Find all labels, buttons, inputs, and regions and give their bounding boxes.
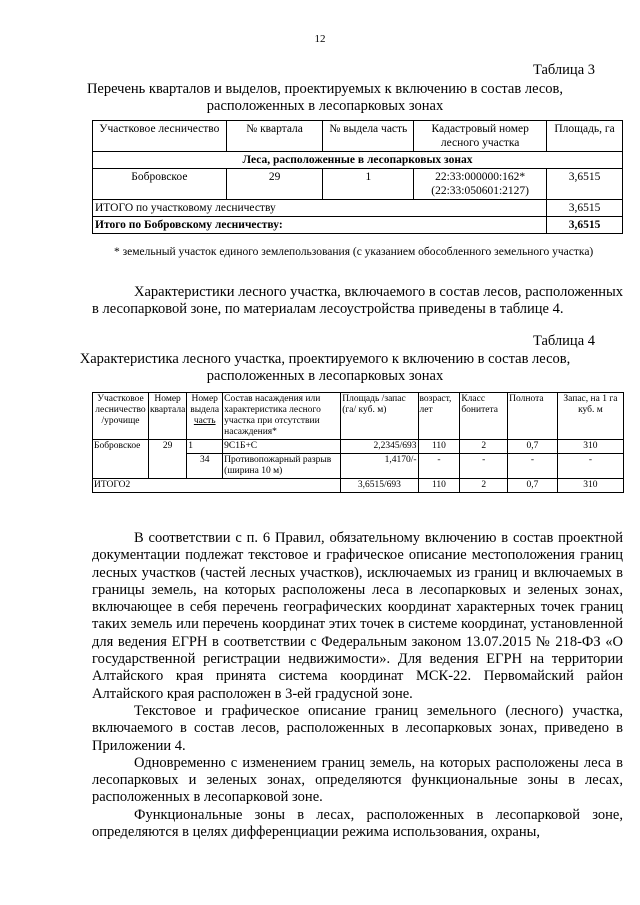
body-paragraph: Текстовое и графическое описание границ земельного (лесного) участка, включаемого в состав лесов, расположенных в лесопарковых зонах, приведено в Приложении 4. (92, 702, 623, 754)
table4-header-bonitet: Класс бонитета (460, 393, 508, 440)
table4-header-section-label: Номер выдела (190, 394, 220, 415)
page-number: 12 (314, 33, 326, 45)
table3-header: № квартала (226, 121, 323, 152)
table4-cell-stock: - (557, 454, 623, 479)
table4-cell-bonitet: 2 (460, 440, 508, 454)
table3-cell-forestry: Бобровское (93, 169, 227, 200)
table4-caption: Таблица 4 (532, 333, 595, 349)
table4-cell-composition: 9С1Б+С (223, 440, 341, 454)
table4-total-label: ИТОГО2 (93, 479, 341, 493)
body-paragraph: В соответствии с п. 6 Правил, обязательному включению в состав проектной документации подлежат текстовое и графическое описание местоположения границ лесных участков (частей лесных участков), исключаемых из границ и включаемых в границы земель, на которых расположены леса в лесопарковых и зеленых зонах, включающее в себя перечень географических координат характерных точек границ таких земель или перечень координат этих точек в системе координат, установленной для ведения ЕГРН в соответствии с Федеральным законом 13.07.2015 № 218-ФЗ «О государственной регистрации недвижимости». Для ведения ЕГРН на территории Алтайского края принята система координат МСК-22. Первомайский район Алтайского края расположен в 3-ей градусной зоне. (92, 530, 623, 702)
body-paragraph: Одновременно с изменением границ земель, на которых расположены леса в лесопарковых и зеленых зонах, определяются функциональные зоны в лесах, расположенных в лесопарковой зоне. (92, 754, 623, 806)
body-paragraph: Функциональные зоны в лесах, расположенных в лесопарковой зоне, определяются в целях дифференциации режима использования, охраны, (92, 806, 623, 841)
table4-cell-density: 0,7 (508, 440, 558, 454)
table4-cell-age: - (418, 454, 460, 479)
table4-total-area: 3,6515/693 (341, 479, 418, 493)
table3-footnote: * земельный участок единого землепользования (с указанием обособленного земельного участка) (114, 246, 594, 258)
table3-cell-quarter: 29 (226, 169, 323, 200)
intro-text: Характеристики лесного участка, включаемого в состав лесов, расположенных в лесопарковой зоне, по материалам лесоустройства приведены в таблице 4. (92, 284, 623, 318)
table3-local-total-value: 3,6515 (547, 200, 623, 217)
table3-title: Перечень кварталов и выделов, проектируемых к включению в состав лесов, расположенных в лесопарковых зонах (86, 81, 564, 114)
table4-total-row (93, 479, 624, 493)
table3-cell-area: 3,6515 (547, 169, 623, 200)
table3-section-label: Леса, расположенные в лесопарковых зонах (93, 152, 623, 169)
table4-cell-density: - (508, 454, 558, 479)
table3-cell-section: 1 (323, 169, 414, 200)
table-row (93, 440, 624, 454)
table3-header: Участковое лесничество (93, 121, 227, 152)
table3-total-value: 3,6515 (547, 217, 623, 234)
body-text (92, 530, 623, 841)
table4-cell-area: 2,2345/693 (341, 440, 418, 454)
table4-header-density: Полнота (508, 393, 558, 440)
table3-total-label: Итого по Бобровскому лесничеству: (93, 217, 547, 234)
table4-cell-age: 110 (418, 440, 460, 454)
table4-title: Характеристика лесного участка, проектируемого к включению в состав лесов, расположенных в лесопарковых зонах (79, 351, 571, 384)
table4-cell-section: 1 (187, 440, 223, 454)
table4-cell-forestry: Бобровское (93, 440, 149, 479)
table3-header-row (93, 121, 623, 152)
table3 (92, 120, 623, 234)
table3-section-row (93, 152, 623, 169)
table3-header: Площадь, га (547, 121, 623, 152)
table3-cadastral-parcel: (22:33:050601:2127) (431, 185, 530, 197)
table4-cell-bonitet: - (460, 454, 508, 479)
table4-header-row (93, 393, 624, 440)
table4-total-bonitet: 2 (460, 479, 508, 493)
table4-total-density: 0,7 (508, 479, 558, 493)
table3-caption: Таблица 3 (532, 62, 595, 78)
table4-cell-quarter: 29 (148, 440, 186, 479)
table3-total-row (93, 217, 623, 234)
table4-cell-area: 1,4170/- (341, 454, 418, 479)
table4-cell-composition: Противопожарный разрыв (ширина 10 м) (223, 454, 341, 479)
table-row (93, 169, 623, 200)
table4 (92, 392, 624, 493)
table4-cell-stock: 310 (557, 440, 623, 454)
table4-header-stock: Запас, на 1 га куб. м (557, 393, 623, 440)
table3-local-total-row (93, 200, 623, 217)
table3-local-total-label: ИТОГО по участковому лесничеству (93, 200, 547, 217)
table4-total-stock: 310 (557, 479, 623, 493)
table4-total-age: 110 (418, 479, 460, 493)
intro-paragraph (92, 284, 623, 319)
table3-cell-cadastral (414, 169, 547, 200)
table4-header-part-label: часть (193, 416, 216, 426)
table4-header-quarter: Номер квартала (148, 393, 186, 440)
table4-header-area: Площадь /запас (га/ куб. м) (341, 393, 418, 440)
table3-header: Кадастровый номер лесного участка (414, 121, 547, 152)
table4-header-age: возраст, лет (418, 393, 460, 440)
table3-cadastral-number: 22:33:000000:162* (435, 171, 526, 183)
table4-cell-section: 34 (187, 454, 223, 479)
table3-header: № выдела часть (323, 121, 414, 152)
table4-header-composition: Состав насаждения или характеристика лесного участка при отсутствии насаждения* (223, 393, 341, 440)
table4-header-forestry: Участковое лесничество /урочище (93, 393, 149, 440)
table4-header-section (187, 393, 223, 440)
